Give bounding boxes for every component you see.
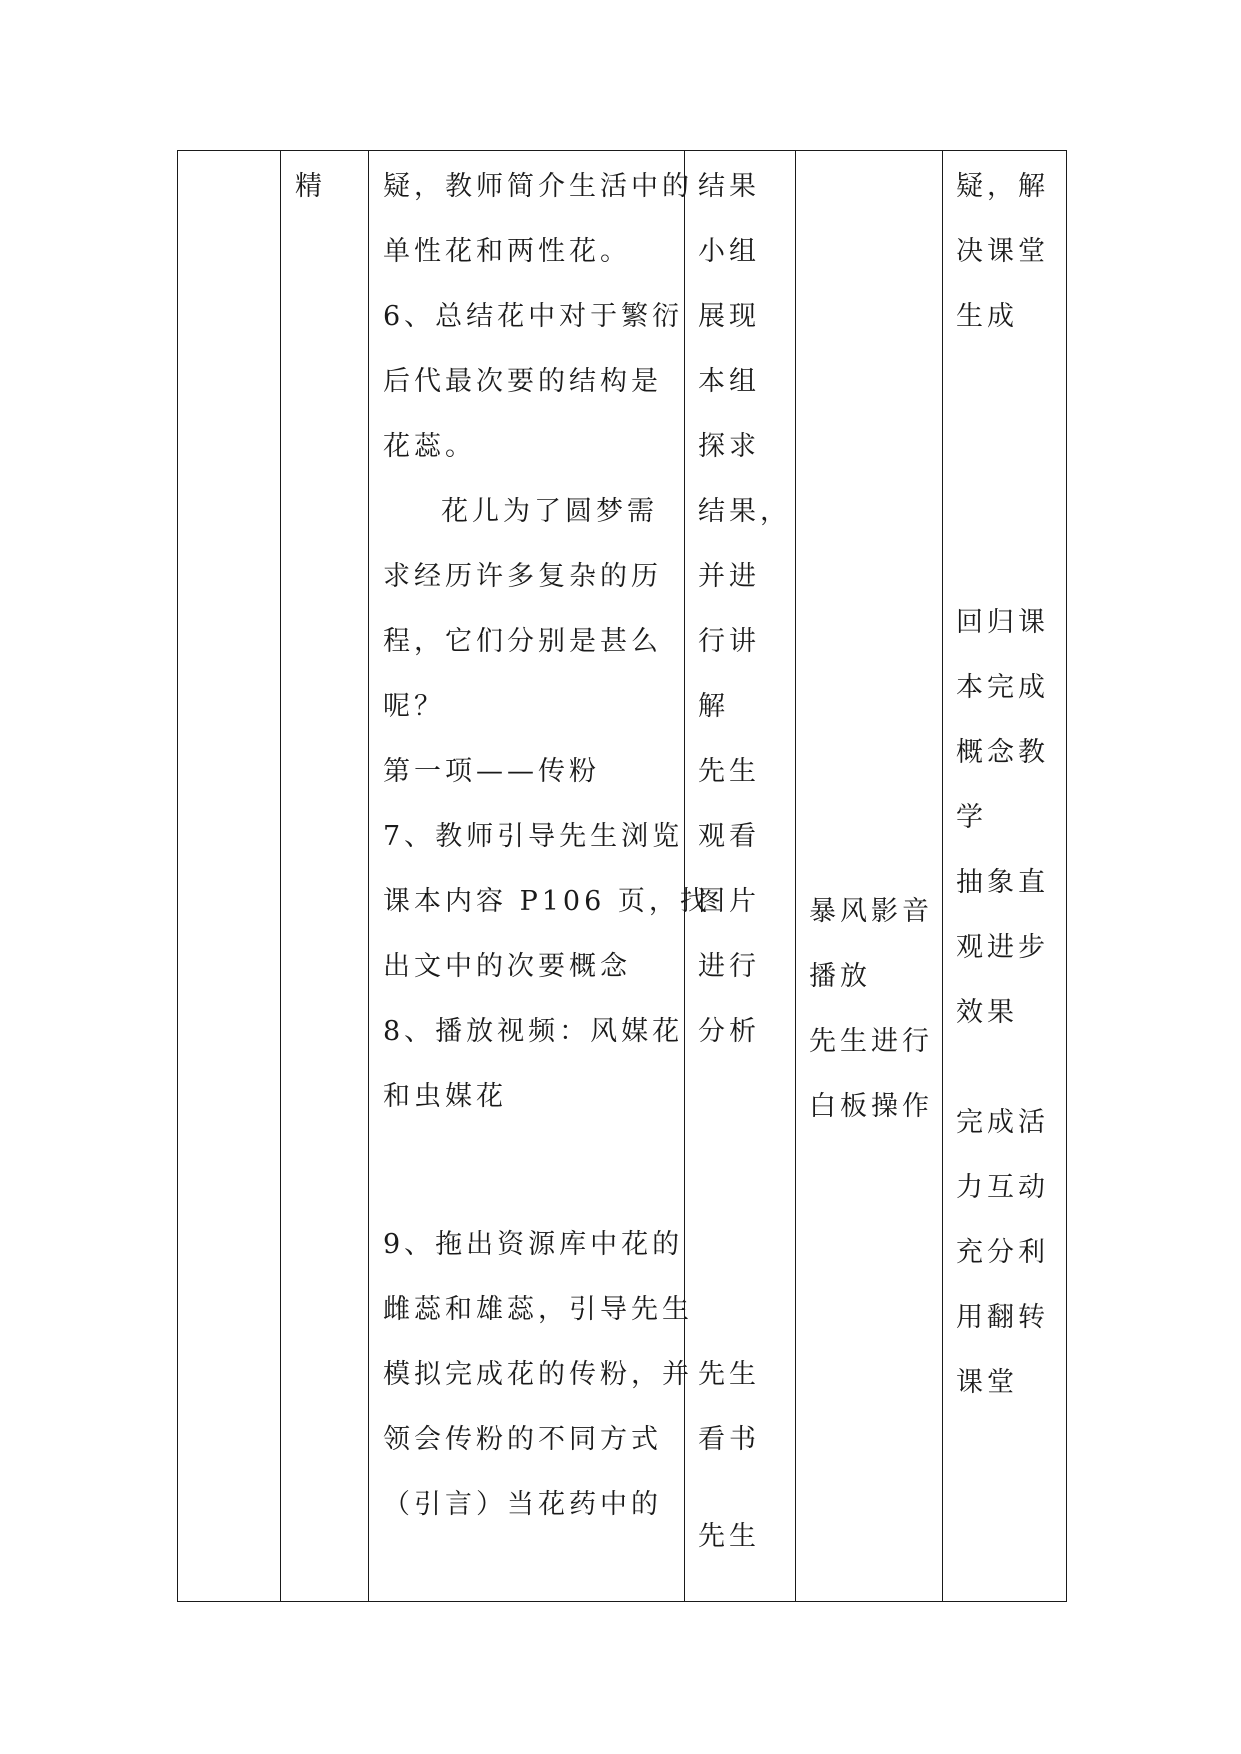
text-line: 领会传粉的不同方式 xyxy=(383,1424,662,1455)
text-line: 小组 xyxy=(698,236,760,267)
text-line: 进行 xyxy=(698,951,760,982)
text-line: 和虫媒花 xyxy=(383,1081,507,1112)
text-line: 观看 xyxy=(698,821,760,852)
text-line: 课堂 xyxy=(956,1367,1018,1398)
text-line: 后代最次要的结构是 xyxy=(383,366,662,397)
text-line: 单性花和两性花。 xyxy=(383,236,631,267)
text-line: 求经历许多复杂的历 xyxy=(383,561,662,592)
text-line: 概念教 xyxy=(956,737,1049,768)
text-line: 呢？ xyxy=(383,691,445,722)
text-line: 花儿为了圆梦需 xyxy=(441,496,658,527)
text-line: 解 xyxy=(698,691,729,722)
text-line: 第一项——传粉 xyxy=(383,756,600,787)
text-line: 探求 xyxy=(698,431,760,462)
text-line: （引言）当花药中的 xyxy=(383,1489,662,1520)
text-line: 花蕊。 xyxy=(383,431,476,462)
text-line: 观进步 xyxy=(956,932,1049,963)
text-line: 充分利 xyxy=(956,1237,1049,1268)
text-line: 抽象直 xyxy=(956,867,1049,898)
text-line: 结果， xyxy=(698,496,791,527)
text-line: 程，它们分别是甚么 xyxy=(383,626,662,657)
lesson-table xyxy=(177,150,1067,1602)
text-line: 9、拖出资源库中花的 xyxy=(383,1229,684,1260)
text-line: 展现 xyxy=(698,301,760,332)
text-line: 6、总结花中对于繁衍 xyxy=(383,301,684,332)
text-line: 出文中的次要概念 xyxy=(383,951,631,982)
text-line: 7、教师引导先生浏览 xyxy=(383,821,684,852)
text-line: 白板操作 xyxy=(809,1091,933,1122)
text-line: 暴风影音 xyxy=(809,896,933,927)
text-line: 8、播放视频：风媒花 xyxy=(383,1016,684,1047)
column-divider xyxy=(795,151,796,1601)
text-line: 回归课 xyxy=(956,607,1049,638)
text-line: 先生 xyxy=(698,1359,760,1390)
text-line: 疑，解 xyxy=(956,171,1049,202)
text-line: 效果 xyxy=(956,997,1018,1028)
column-divider xyxy=(368,151,369,1601)
text-line: 看书 xyxy=(698,1424,760,1455)
text-line: 结果 xyxy=(698,171,760,202)
text-line: 先生进行 xyxy=(809,1026,933,1057)
text-line: 雌蕊和雄蕊，引导先生 xyxy=(383,1294,693,1325)
text-line: 并进 xyxy=(698,561,760,592)
text-line: 用翻转 xyxy=(956,1302,1049,1333)
text-line: 图片 xyxy=(698,886,760,917)
column-divider xyxy=(280,151,281,1601)
text-line: 本组 xyxy=(698,366,760,397)
text-line: 模拟完成花的传粉，并 xyxy=(383,1359,693,1390)
text-line: 本完成 xyxy=(956,672,1049,703)
text-line: 力互动 xyxy=(956,1172,1049,1203)
text-line: 完成活 xyxy=(956,1107,1049,1138)
text-line: 播放 xyxy=(809,961,871,992)
text-line: 分析 xyxy=(698,1016,760,1047)
stage-label: 精 xyxy=(295,171,326,202)
text-line: 学 xyxy=(956,802,987,833)
text-line: 行讲 xyxy=(698,626,760,657)
text-line: 生成 xyxy=(956,301,1018,332)
text-line: 课本内容 P106 页，找 xyxy=(383,886,711,917)
text-line: 疑，教师简介生活中的 xyxy=(383,171,693,202)
text-line: 先生 xyxy=(698,756,760,787)
text-line: 决课堂 xyxy=(956,236,1049,267)
column-divider xyxy=(942,151,943,1601)
text-line: 先生 xyxy=(698,1521,760,1552)
